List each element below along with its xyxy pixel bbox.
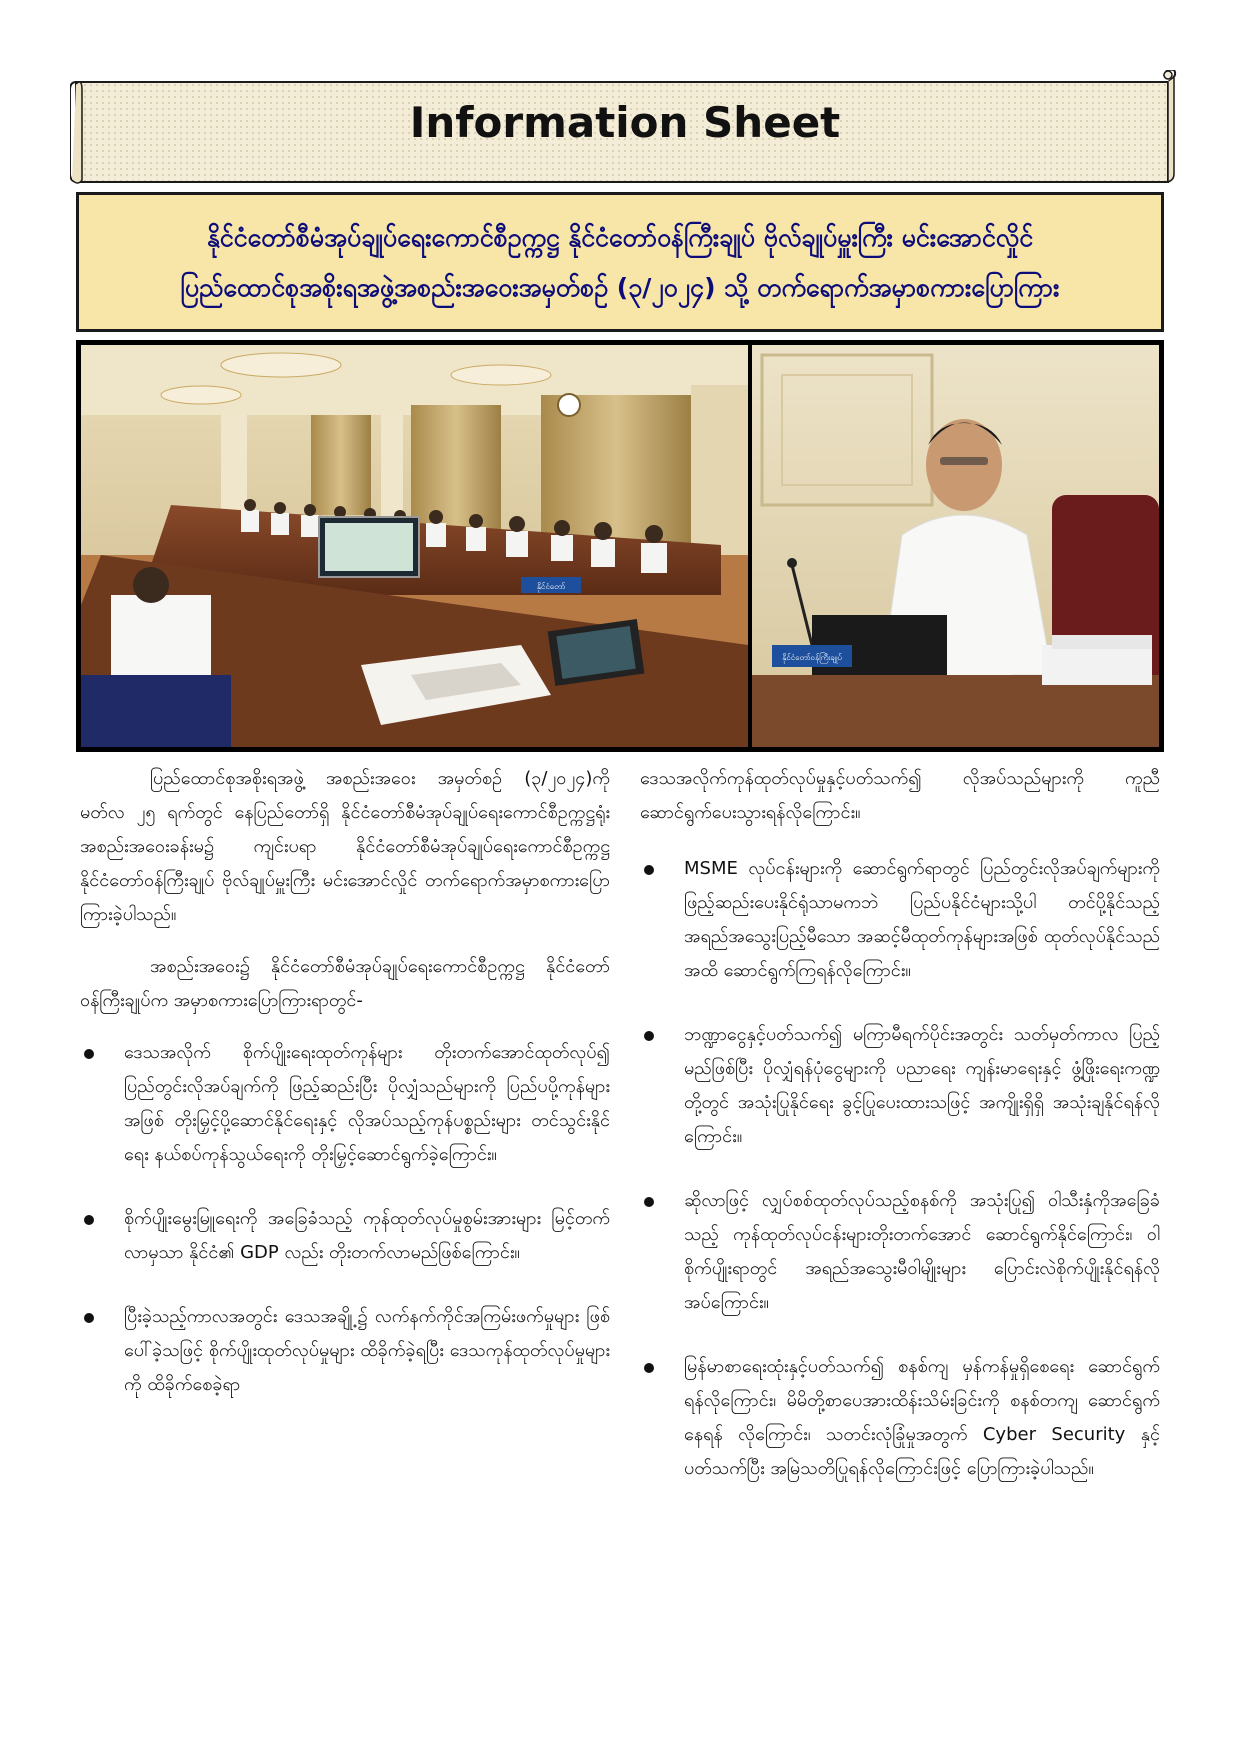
list-item-text: ဒေသအလိုက် စိုက်ပျိုးရေးထုတ်ကုန်များ တိုးတက်အောင်ထုတ်လုပ်၍ ပြည်တွင်းလိုအပ်ချက်ကို ဖြည့်ဆည်းပြီး ပိုလျှံသည်များကို ပြည်ပပို့ကုန်များအဖြစ် တိုးမြှင့်ပို့ဆောင်နိုင်ရေးနှင့် လိုအပ်သည့်ကုန်ပစ္စည်းများ တင်သွင်းနိုင်ရေး နယ်စပ်ကုန်သွယ်ရေးကို တိုးမြှင့်ဆောင်ရွက်ခဲ့ကြောင်း။ bbox=[124, 1042, 610, 1165]
bullet-icon bbox=[644, 1031, 654, 1041]
title-banner bbox=[70, 70, 1180, 190]
headline-box bbox=[76, 192, 1164, 332]
right-column bbox=[640, 762, 1160, 1516]
list-item bbox=[80, 1300, 610, 1402]
bullet-icon bbox=[84, 1049, 94, 1059]
leader-photo bbox=[752, 345, 1159, 747]
list-item-text: မြန်မာစာရေးထုံးနှင့်ပတ်သက်၍ စနစ်ကျ မှန်ကန်မှုရှိစေရေး ဆောင်ရွက်ရန်လိုကြောင်း၊ မိမိတို့စာပေအားထိန်းသိမ်းခြင်းကို စနစ်တကျ ဆောင်ရွက်နေရန် လိုကြောင်း၊ သတင်းလုံခြုံမှုအတွက် Cyber Security နှင့်ပတ်သက်ပြီး အမြဲသတိပြုရန်လိုကြောင်းဖြင့် ပြောကြားခဲ့ပါသည်။ bbox=[684, 1356, 1160, 1479]
banner-title: Information Sheet bbox=[409, 98, 841, 147]
right-placard-text: နိုင်ငံတော်ဝန်ကြီးချုပ် bbox=[782, 653, 842, 662]
list-item-text: ဘဏ္ဍာငွေနှင့်ပတ်သက်၍ မကြာမီရက်ပိုင်းအတွင်း သတ်မှတ်ကာလ ပြည့်မည်ဖြစ်ပြီး ပိုလျှံရန်ပုံငွေများကို ပညာရေး ကျန်းမာရေးနှင့် ဖွံ့ဖြိုးရေးကဏ္ဍတို့တွင် အသုံးပြုနိုင်ရေး ခွင့်ပြုပေးထားသဖြင့် အကျိုးရှိရှိ အသုံးချနိုင်ရန်လိုကြောင်း။ bbox=[684, 1024, 1160, 1147]
headline-line-1: နိုင်ငံတော်စီမံအုပ်ချုပ်ရေးကောင်စီဥက္ကဋ္ဌ နိုင်ငံတော်ဝန်ကြီးချုပ် ဗိုလ်ချုပ်မှူးကြီး မင်းအောင်လှိုင် bbox=[206, 223, 1034, 252]
left-column bbox=[80, 762, 610, 1432]
list-item-text: စိုက်ပျိုးမွေးမြူရေးကို အခြေခံသည့် ကုန်ထုတ်လုပ်မှုစွမ်းအားများ မြင့်တက်လာမှသာ နိုင်ငံ၏ GDP လည်း တိုးတက်လာမည်ဖြစ်ကြောင်း။ bbox=[124, 1208, 610, 1263]
left-placard-text: နိုင်ငံတော် bbox=[536, 582, 566, 591]
intro-paragraph: ပြည်ထောင်စုအစိုးရအဖွဲ့ အစည်းအဝေး အမှတ်စဉ် (၃/၂၀၂၄)ကို မတ်လ ၂၅ ရက်တွင် နေပြည်တော်ရှိ နိုင်ငံတော်စီမံအုပ်ချုပ်ရေးကောင်စီဥက္ကဋ္ဌရုံး အစည်းအဝေးခန်းမ၌ ကျင်းပရာ နိုင်ငံတော်စီမံအုပ်ချုပ်ရေးကောင်စီဥက္ကဋ္ဌ နိုင်ငံတော်ဝန်ကြီးချုပ် ဗိုလ်ချုပ်မှူးကြီး မင်းအောင်လှိုင် တက်ရောက်အမှာစကားပြောကြားခဲ့ပါသည်။ bbox=[80, 768, 610, 925]
list-item-text: ဆိုလာဖြင့် လျှပ်စစ်ထုတ်လုပ်သည့်စနစ်ကို အသုံးပြု၍ ဝါသီးနှံကိုအခြေခံသည့် ကုန်ထုတ်လုပ်ငန်းများတိုးတက်အောင် ဆောင်ရွက်နိုင်ကြောင်း၊ ဝါစိုက်ပျိုးရာတွင် အရည်အသွေးမီဝါမျိုးများ ပြောင်းလဲစိုက်ပျိုးနိုင်ရန်လိုအပ်ကြောင်း။ bbox=[684, 1190, 1160, 1313]
continuation-paragraph: ဒေသအလိုက်ကုန်ထုတ်လုပ်မှုနှင့်ပတ်သက်၍ လိုအပ်သည်များကို ကူညီဆောင်ရွက်ပေးသွားရန်လိုကြောင်း။ bbox=[640, 768, 1160, 823]
bullet-icon bbox=[644, 865, 654, 875]
headline-line-2: ပြည်ထောင်စုအစိုးရအဖွဲ့အစည်းအဝေးအမှတ်စဉ် (၃/၂၀၂၄) သို့ တက်ရောက်အမှာစကားပြောကြား bbox=[180, 273, 1060, 302]
meeting-hall-photo bbox=[81, 345, 748, 747]
bullet-icon bbox=[84, 1215, 94, 1225]
list-item bbox=[640, 852, 1160, 988]
list-item bbox=[640, 1184, 1160, 1320]
list-item bbox=[80, 1202, 610, 1270]
list-item bbox=[80, 1036, 610, 1172]
lead-paragraph: အစည်းအဝေး၌ နိုင်ငံတော်စီမံအုပ်ချုပ်ရေးကောင်စီဥက္ကဋ္ဌ နိုင်ငံတော်ဝန်ကြီးချုပ်က အမှာစကားပြောကြားရာတွင်- bbox=[80, 956, 610, 1011]
bullet-icon bbox=[84, 1313, 94, 1323]
list-item bbox=[640, 1350, 1160, 1486]
list-item-text: ပြီးခဲ့သည့်ကာလအတွင်း ဒေသအချို့၌ လက်နက်ကိုင်အကြမ်းဖက်မှုများ ဖြစ်ပေါ်ခဲ့သဖြင့် စိုက်ပျိုးထုတ်လုပ်မှုများ ထိခိုက်ခဲ့ရပြီး ဒေသကုန်ထုတ်လုပ်မှုများကို ထိခိုက်စေခဲ့ရာ bbox=[124, 1306, 610, 1395]
photo-strip bbox=[76, 340, 1164, 752]
bullet-icon bbox=[644, 1363, 654, 1373]
bullet-icon bbox=[644, 1197, 654, 1207]
list-item-text: MSME လုပ်ငန်းများကို ဆောင်ရွက်ရာတွင် ပြည်တွင်းလိုအပ်ချက်များကို ဖြည့်ဆည်းပေးနိုင်ရုံသာမကဘဲ ပြည်ပနိုင်ငံများသို့ပါ တင်ပို့နိုင်သည့် အရည်အသွေးပြည့်မီသော အဆင့်မီထုတ်ကုန်များအဖြစ် ထုတ်လုပ်နိုင်သည်အထိ ဆောင်ရွက်ကြရန်လိုကြောင်း။ bbox=[684, 858, 1160, 981]
list-item bbox=[640, 1018, 1160, 1154]
